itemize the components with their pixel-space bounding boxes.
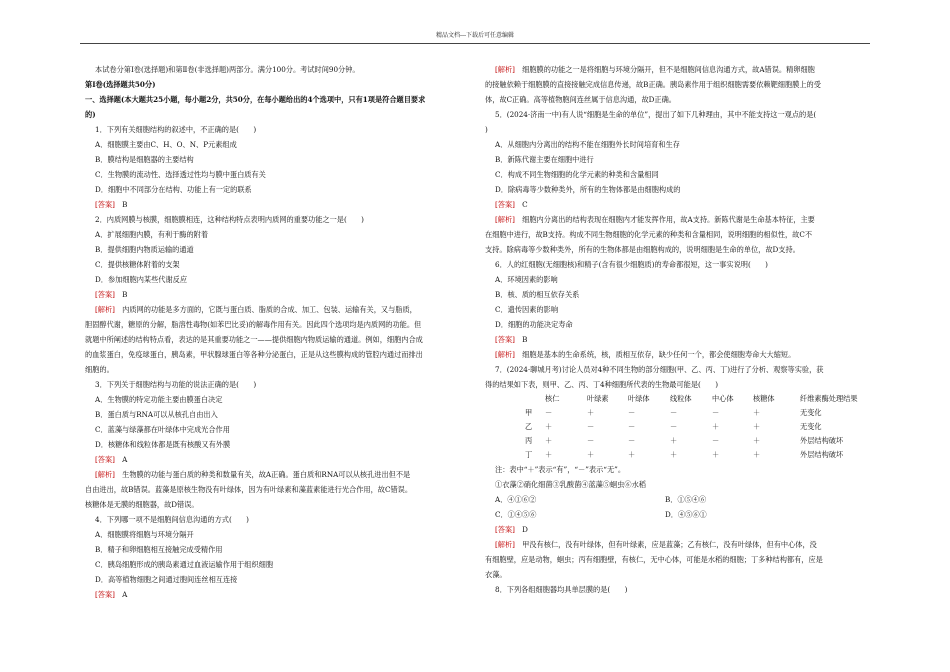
label-tag: [答案] <box>495 200 515 209</box>
line-text: 衣藻。 <box>485 570 507 579</box>
text-line <box>485 152 869 167</box>
line-text: A．细胞膜将细胞与环境分隔开 <box>95 530 194 539</box>
label-tag: [答案] <box>95 455 115 464</box>
line-text: 2．内质网膜与核膜，细胞膜相连，这种结构特点表明内质网的重要功能之一是( ) <box>95 215 364 224</box>
line-text: 体，故C正确。高等植物胞间连丝属于信息沟通，故D正确。 <box>485 95 676 104</box>
table-cell: ＋ <box>753 450 761 459</box>
text-line <box>85 77 468 92</box>
label-tag: [答案] <box>95 590 115 599</box>
line-text: 自由进出，故B错误。蓝藻是原核生物没有叶绿体，因为有叶绿素和藻蓝素能进行光合作用，故C错误。 <box>85 485 413 494</box>
label-tag: [解析] <box>95 470 115 479</box>
table-cell: 甲 <box>525 408 533 417</box>
line-text: 7．(2024·聊城月考)讨论人员对4种不同生物的部分细胞(甲、乙、丙、丁)进行了分析、观察等实验，获 <box>495 365 824 374</box>
table-cell: － <box>587 422 595 431</box>
table-cell: 丁 <box>525 450 533 459</box>
label-tag: [答案] <box>95 200 115 209</box>
text-line <box>485 107 869 122</box>
line-text: C．构成不同生物细胞的化学元素的种类和含量相同 <box>495 170 659 179</box>
table-cell: ＋ <box>712 422 720 431</box>
label-tag: [答案] <box>95 290 115 299</box>
line-text: 的) <box>85 110 96 119</box>
q7-table <box>485 392 869 462</box>
text-line <box>85 107 468 122</box>
line-text: D．核糖体和线粒体都是既有核酸又有外膜 <box>95 440 231 449</box>
line-text: 胆固醇代谢，糖原的分解，脂溶性毒物(如苯巴比妥)的解毒作用有关。因此四个选项均是内质网的功能。但 <box>85 320 422 329</box>
right-column <box>485 62 869 597</box>
line-text: 本试卷分第Ⅰ卷(选择题)和第Ⅱ卷(非选择题)两部分。满分100分。考试时间90分钟。 <box>95 65 360 74</box>
table-cell: 叶绿素 <box>587 394 609 403</box>
line-text: 得的结果如下表，则甲、乙、丙、丁4种细胞所代表的生物最可能是( ) <box>485 380 718 389</box>
text-line <box>85 272 468 287</box>
line-text: 4．下列哪一项不是细胞间信息沟通的方式( ) <box>95 515 249 524</box>
text-line <box>485 182 869 197</box>
text-line <box>85 377 468 392</box>
text-line <box>85 167 468 182</box>
text-line <box>485 377 869 392</box>
table-cell: 纤维素酶处理结果 <box>800 394 858 403</box>
text-line <box>85 557 468 572</box>
text-line <box>85 92 468 107</box>
text-line <box>85 482 468 497</box>
text-line <box>85 452 468 467</box>
label-tag: [解析] <box>495 65 515 74</box>
text-line <box>85 197 468 212</box>
text-line <box>85 542 468 557</box>
text-line <box>85 437 468 452</box>
table-cell: 核仁 <box>545 394 560 403</box>
left-column <box>85 62 468 602</box>
line-text: C．提供核糖体附着的支架 <box>95 260 180 269</box>
table-cell: ＋ <box>628 450 636 459</box>
text-line <box>485 332 869 347</box>
text-line <box>485 122 869 137</box>
table-cell: 乙 <box>525 422 533 431</box>
q7-options-row-2 <box>485 507 869 522</box>
text-line <box>485 167 869 182</box>
text-line <box>85 287 468 302</box>
line-text: A．细胞膜主要由C、H、O、N、P元素组成 <box>95 140 237 149</box>
text-line <box>485 567 869 582</box>
q7-option-a: A．④①⑥② <box>495 495 537 504</box>
table-cell: 无变化 <box>800 408 822 417</box>
line-text: 生物膜的功能与蛋白质的种类和数量有关，故A正确。蛋白质和RNA可以从核孔进出但不是 <box>114 470 411 479</box>
text-line <box>485 77 869 92</box>
text-line <box>85 572 468 587</box>
line-text: 甲没有核仁，没有叶绿体，但有叶绿素，应是蓝藻；乙有核仁，没有叶绿体，但有中心体，没 <box>514 540 817 549</box>
line-text: D <box>514 525 528 534</box>
line-text: 1．下列有关细胞结构的叙述中，不正确的是( ) <box>95 125 257 134</box>
table-cell: ＋ <box>670 450 678 459</box>
text-line <box>485 552 869 567</box>
page-header: 精品文档---下载后可任意编辑 <box>435 32 515 39</box>
table-cell: 无变化 <box>800 422 822 431</box>
table-row <box>485 448 869 462</box>
line-text: 在细胞中进行，故B支持。构成不同生物细胞的化学元素的种类和含量相同，说明细胞的相似性，故C不 <box>485 230 813 239</box>
label-tag: [答案] <box>495 335 515 344</box>
table-cell: － <box>628 436 636 445</box>
table-cell: － <box>712 408 720 417</box>
right-top-text <box>485 62 869 392</box>
table-cell: ＋ <box>587 450 595 459</box>
text-line <box>85 242 468 257</box>
line-text: D．高等植物细胞之间通过胞间连丝相互连接 <box>95 575 238 584</box>
table-cell: ＋ <box>753 422 761 431</box>
table-cell: － <box>712 436 720 445</box>
line-text: 第Ⅰ卷(选择题共50分) <box>85 80 156 89</box>
line-text: 内质网的功能是多方面的，它既与蛋白质、脂质的合成、加工、包装、运输有关，又与脂质， <box>114 305 417 314</box>
text-line <box>485 302 869 317</box>
table-cell: 叶绿体 <box>628 394 650 403</box>
line-text: A．扩展细胞内膜，有利于酶的附着 <box>95 230 209 239</box>
q7-option-c: C．①④⑤⑥ <box>495 510 537 519</box>
line-text: 细胞的。 <box>85 365 114 374</box>
line-text: 的接触依赖于细胞膜的直接接触完成信息传递，故B正确。胰岛素作用于组织细胞需要依赖靶细胞膜上的受 <box>485 80 821 89</box>
text-line <box>85 152 468 167</box>
text-line <box>85 422 468 437</box>
label-tag: [解析] <box>495 350 515 359</box>
line-text: B <box>114 290 128 299</box>
table-cell: － <box>587 436 595 445</box>
table-cell: ＋ <box>670 436 678 445</box>
label-tag: [解析] <box>495 215 515 224</box>
line-text: 3．下列关于细胞结构与功能的说法正确的是( ) <box>95 380 257 389</box>
line-text: D．细胞中不同部分在结构、功能上有一定的联系 <box>95 185 252 194</box>
text-line <box>85 512 468 527</box>
line-text: 细胞内分离出的结构表现在细胞内才能发挥作用，故A支持。新陈代谢是生命基本特征，主要 <box>514 215 815 224</box>
line-text: 支持。除病毒等少数种类外，所有的生物体都是由细胞构成的，说明细胞是生命的单位，故D支持。 <box>485 245 800 254</box>
table-cell: ＋ <box>545 422 553 431</box>
text-line <box>485 242 869 257</box>
line-text: A．从细胞内分离出的结构不能在细胞外长时间培育和生存 <box>495 140 680 149</box>
text-line <box>85 407 468 422</box>
table-cell: 丙 <box>525 436 533 445</box>
text-line <box>485 537 869 552</box>
text-line <box>485 287 869 302</box>
table-cell: ＋ <box>587 408 595 417</box>
table-cell: ＋ <box>753 436 761 445</box>
text-line <box>485 92 869 107</box>
table-row <box>485 420 869 434</box>
line-text: A <box>114 455 128 464</box>
line-text: B．精子和卵细胞相互接触完成受精作用 <box>95 545 223 554</box>
text-line <box>485 522 869 537</box>
text-line <box>85 332 468 347</box>
table-cell: ＋ <box>545 450 553 459</box>
line-text: D．除病毒等少数种类外，所有的生物体都是由细胞构成的 <box>495 185 681 194</box>
text-line <box>85 347 468 362</box>
line-text: B．膜结构是细胞器的主要结构 <box>95 155 194 164</box>
table-cell: 外层结构破坏 <box>800 436 844 445</box>
text-line <box>485 227 869 242</box>
text-line <box>85 587 468 602</box>
line-text: C．蓝藻与绿藻都在叶绿体中完成光合作用 <box>95 425 230 434</box>
text-line <box>485 212 869 227</box>
text-line <box>85 467 468 482</box>
header-rule <box>80 43 870 44</box>
text-line <box>85 392 468 407</box>
table-cell: 核糖体 <box>753 394 775 403</box>
line-text: 5．(2024·济南一中)有人说“细胞是生命的单位”，提出了如下几种理由，其中不能支持这一观点的是( <box>495 110 817 119</box>
line-text: 8．下列各组细胞器均具单层膜的是( ) <box>495 585 628 594</box>
table-cell: － <box>628 422 636 431</box>
line-text: B．新陈代谢主要在细胞中进行 <box>495 155 594 164</box>
line-text: C．遗传因素的影响 <box>495 305 559 314</box>
line-text: A <box>114 590 128 599</box>
text-line <box>85 227 468 242</box>
text-line <box>85 182 468 197</box>
text-line <box>85 527 468 542</box>
line-text: B <box>514 335 528 344</box>
line-text: D．细胞的功能决定寿命 <box>495 320 573 329</box>
text-line <box>485 137 869 152</box>
text-line <box>85 212 468 227</box>
q7-options-row-1 <box>485 492 869 507</box>
table-cell: ＋ <box>753 408 761 417</box>
q7-option-d: D．④⑤⑥① <box>665 510 707 519</box>
line-text: ) <box>485 125 488 134</box>
table-cell: － <box>545 408 553 417</box>
line-text: 一、选择题(本大题共25小题，每小题2分，共50分，在每小题给出的4个选项中，只有1项是符合题目要求 <box>85 95 426 104</box>
label-tag: [解析] <box>95 305 115 314</box>
line-text: 细胞膜的功能之一是将细胞与环境分隔开，但不是细胞间信息沟通方式，故A错误。精卵细胞 <box>514 65 815 74</box>
line-text: C．生物膜的流动性、选择透过性均与膜中蛋白质有关 <box>95 170 266 179</box>
text-line <box>85 302 468 317</box>
text-line <box>485 197 869 212</box>
table-cell: 线粒体 <box>670 394 692 403</box>
text-line <box>485 582 869 597</box>
text-line <box>485 272 869 287</box>
table-cell: 中心体 <box>712 394 734 403</box>
text-line <box>85 497 468 512</box>
table-cell: 外层结构破坏 <box>800 450 844 459</box>
line-text: 有细胞壁，应是动物，蛔虫；丙有细胞壁，有核仁，无中心体，可能是水稻的细胞；丁多种结构都有，应是 <box>485 555 823 564</box>
line-text: C <box>514 200 528 209</box>
table-cell: － <box>670 408 678 417</box>
line-text: 就题中所阐述的结构特点看，表达的是其重要功能之一——提供细胞内物质运输的通道。例如，细胞内合成 <box>85 335 423 344</box>
line-text: B．提供细胞内物质运输的通道 <box>95 245 194 254</box>
line-text: A．环境因素的影响 <box>495 275 558 284</box>
text-line <box>85 137 468 152</box>
table-header-row <box>485 392 869 406</box>
label-tag: [解析] <box>495 540 515 549</box>
table-row <box>485 406 869 420</box>
line-text: A．生物膜的特定功能主要由膜蛋白决定 <box>95 395 223 404</box>
q7-items: ①衣藻②硝化细菌③乳酸菌④蓝藻⑤蛔虫⑥水稻 <box>495 480 646 489</box>
table-cell: ＋ <box>545 436 553 445</box>
line-text: B．蛋白质与RNA可以从核孔自由出入 <box>95 410 218 419</box>
text-line <box>485 317 869 332</box>
line-text: 核糖体是无膜的细胞器，故D错误。 <box>85 500 199 509</box>
text-line <box>485 362 869 377</box>
text-line <box>85 122 468 137</box>
line-text: C．胰岛细胞形成的胰岛素通过血液运输作用于组织细胞 <box>95 560 274 569</box>
table-cell: － <box>628 408 636 417</box>
q7-note: 注：表中“＋”表示“有”，“－”表示“无”。 <box>495 465 626 474</box>
text-line <box>485 257 869 272</box>
table-cell: － <box>670 422 678 431</box>
line-text: 细胞是基本的生命系统，核，质相互依存，缺少任何一个，都会使细胞寿命大大缩短。 <box>514 350 796 359</box>
line-text: 的血浆蛋白，免疫球蛋白，胰岛素，甲状腺球蛋白等各种分泌蛋白，正是从这些膜构成的管腔内通过而排出 <box>85 350 423 359</box>
line-text: 6．人的红细胞(无细胞核)和精子(含有很少细胞质)的寿命都很短，这一事实说明( ) <box>495 260 768 269</box>
q7-option-b: B．①⑤④⑥ <box>665 495 707 504</box>
text-line <box>485 62 869 77</box>
text-line <box>85 62 468 77</box>
text-line <box>85 317 468 332</box>
text-line <box>85 257 468 272</box>
table-row <box>485 434 869 448</box>
line-text: D．参加细胞内某些代谢反应 <box>95 275 188 284</box>
line-text: B <box>114 200 128 209</box>
table-cell: ＋ <box>712 450 720 459</box>
text-line <box>85 362 468 377</box>
line-text: B．核、质的相互依存关系 <box>495 290 580 299</box>
right-bottom-text <box>485 522 869 597</box>
text-line <box>485 347 869 362</box>
label-tag: [答案] <box>495 525 515 534</box>
